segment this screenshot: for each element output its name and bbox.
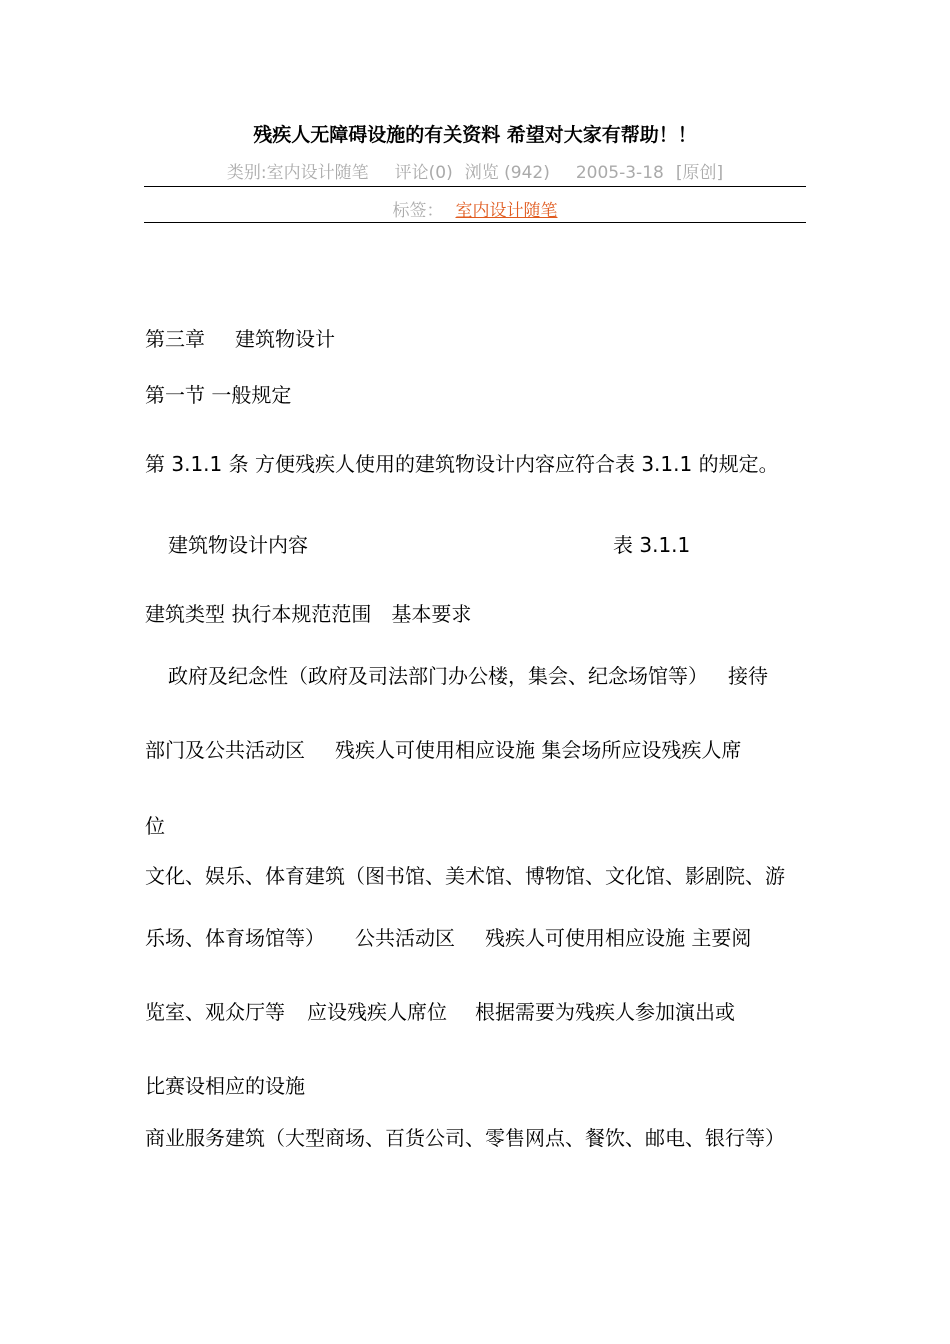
table-row-text: 比赛设相应的设施 [145,1074,305,1098]
row-government-requirement: 残疾人可使用相应设施 集会场所应设残疾人席 [335,738,742,762]
row-culture-type: 乐场、体育场馆等） [145,926,325,950]
row-culture-area: 公共活动区 [355,926,455,950]
meta-origin: [原创] [675,163,724,183]
section-heading: 第一节 一般规定 [145,383,292,407]
chapter-title: 建筑物设计 [235,327,335,351]
table-row-text: 位 [145,814,165,838]
chapter-number: 第三章 [145,327,205,351]
tags-label: 标签： [392,201,444,221]
row-culture-requirement: 残疾人可使用相应设施 主要阅 [485,926,752,950]
row-government-area: 部门及公共活动区 [145,738,305,762]
meta-date: 2005-3-18 [575,163,664,183]
row-culture-performance: 根据需要为残疾人参加演出或 [475,1000,735,1024]
meta-views: 浏览 (942) [464,163,550,183]
table-row-text [145,924,751,952]
row-government-reception: 接待 [728,664,768,688]
table-row-text [145,736,741,764]
row-culture-rooms: 览室、观众厅等 [145,1000,285,1024]
row-culture-seats: 应设残疾人席位 [307,1000,447,1024]
article-title: 残疾人无障碍设施的有关资料 希望对大家有帮助！！ [253,124,697,146]
article-tags [144,198,806,223]
row-government: 政府及纪念性（政府及司法部门办公楼，集会、纪念场馆等） [168,664,708,688]
table-row-text [168,662,768,690]
table-header-type: 建筑类型 执行本规范范围 [145,602,372,626]
table-row-text [145,998,735,1026]
table-row-text: 商业服务建筑（大型商场、百货公司、零售网点、餐饮、邮电、银行等） [145,1126,785,1150]
table-caption: 建筑物设计内容 [168,533,308,557]
tag-link[interactable]: 室内设计随笔 [455,201,558,221]
table-header-requirement: 基本要求 [391,602,472,626]
table-header [145,600,471,628]
table-row-text: 文化、娱乐、体育建筑（图书馆、美术馆、博物馆、文化馆、影剧院、游 [145,864,785,888]
article-meta [144,160,806,187]
chapter-heading [145,325,335,353]
meta-comments[interactable]: 评论(0) [394,163,453,183]
clause-text: 第 3.1.1 条 方便残疾人使用的建筑物设计内容应符合表 3.1.1 的规定。 [145,452,779,476]
meta-category[interactable]: 类别:室内设计随笔 [226,163,369,183]
table-number: 表 3.1.1 [613,533,691,557]
